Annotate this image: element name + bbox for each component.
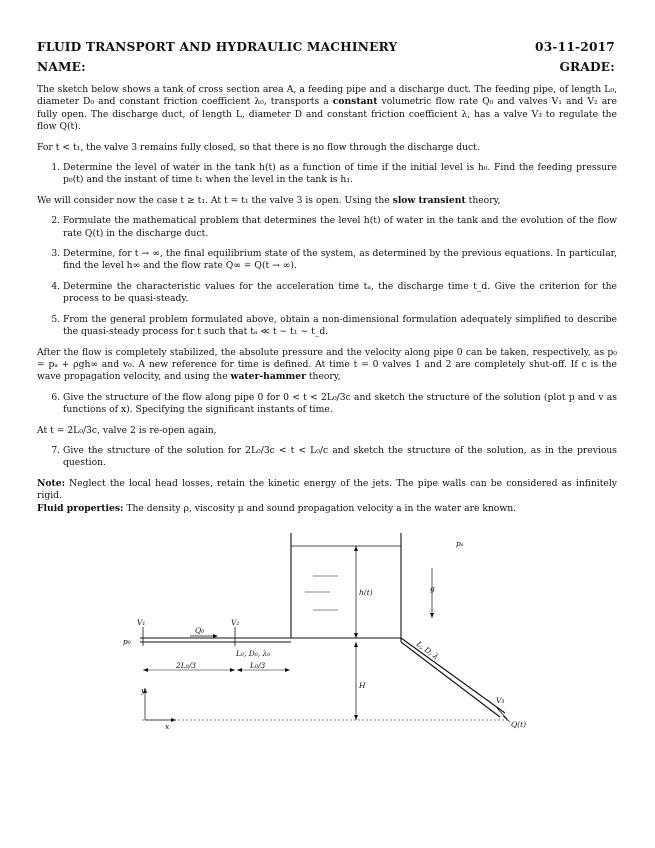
question-1: 1. Determine the level of water in the tank h(t) as a function of time if the initial level is h₀. Find the feeding pressure p₀(t) and the instant of time t₁ when the level in the tank is h₁. xyxy=(63,162,617,187)
label-pipe0: L₀, D₀, λ₀ xyxy=(236,649,271,658)
label-x: x xyxy=(165,722,170,731)
question-list-2 xyxy=(37,215,617,338)
question-2: 2. Formulate the mathematical problem that determines the level h(t) of water in the tank and the evolution of the flow rate Q(t) in the discharge duct. xyxy=(63,215,617,240)
label-V3: V₃ xyxy=(496,696,505,705)
exam-title: FLUID TRANSPORT AND HYDRAULIC MACHINERY xyxy=(37,40,398,54)
valve-v3 xyxy=(497,708,507,719)
question-6: 6. Give the structure of the flow along pipe 0 for 0 < t < 2L₀/3c and sketch the structure of the solution (plot p and v as functions of x). Specifying the significant instants of time. xyxy=(63,392,617,417)
header-row-2 xyxy=(37,60,615,74)
grade-label: GRADE: xyxy=(559,60,615,74)
duct-lower-wall xyxy=(401,642,500,717)
duct-upper-wall xyxy=(401,638,505,713)
label-h: h(t) xyxy=(359,588,373,597)
intro-condition: For t < t₁, the valve 3 remains fully closed, so that there is no flow through the discharge duct. xyxy=(37,141,480,153)
label-Q0: Q₀ xyxy=(195,626,205,635)
header-row-1 xyxy=(37,40,615,54)
valve-reopen-paragraph: At t = 2L₀/3c, valve 2 is re-open again, xyxy=(37,424,217,436)
question-3: 3. Determine, for t → ∞, the final equilibrium state of the system, as determined by the previous equations. In particular, find the level h∞ and the flow rate Q∞ = Q(t → ∞). xyxy=(63,248,617,273)
label-V2: V₂ xyxy=(231,618,240,627)
slow-transient-paragraph: We will consider now the case t ≥ t₁. At t = t₁ the valve 3 is open. Using the slow transient theory, xyxy=(37,194,501,206)
intro-paragraph: The sketch below shows a tank of cross section area A, a feeding pipe and a discharge duct. The feeding pipe, of length L₀, diameter D₀ and constant friction coefficient λ₀, transports a constant volumetric flow rate Q₀ and valves V₁ and V₂ are fully open. The discharge duct, of length L, diameter D and constant friction coefficient λ, has a valve V₃ to regulate the flow Q(t). xyxy=(37,84,617,133)
label-g: g xyxy=(430,584,435,593)
question-list-3 xyxy=(37,392,617,417)
label-L0-3: L₀/3 xyxy=(250,661,266,670)
question-7: 7. Give the structure of the solution for 2L₀/3c < t < L₀/c and sketch the structure of the solution, as in the previous question. xyxy=(63,445,617,470)
water-hammer-paragraph: After the flow is completely stabilized, the absolute pressure and the velocity along pipe 0 can be taken, respectively, as p₀ = pₐ + ρgh∞ and v₀. A new reference for time is defined. At time t = 0 valves 1 and 2 are completely shut-off. If c is the wave propagation velocity, and using the water-hammer theory, xyxy=(37,346,617,383)
label-duct: L, D, λ xyxy=(414,639,441,662)
label-p0: p₀ xyxy=(123,637,131,646)
question-list-1 xyxy=(37,162,617,187)
question-5: 5. From the general problem formulated above, obtain a non-dimensional formulation adequately simplified to describe the quasi-steady process for t such that tₐ ≪ t − t₁ ∼ t_d. xyxy=(63,314,617,339)
label-V1: V₁ xyxy=(137,618,146,627)
system-sketch xyxy=(0,520,655,740)
note-paragraph: Note: Neglect the local head losses, retain the kinetic energy of the jets. The pipe walls can be considered as infinitely rigid. xyxy=(37,477,617,502)
question-4: 4. Determine the characteristic values for the acceleration time tₐ, the discharge time t_d. Give the criterion for the process to be quasi-steady. xyxy=(63,281,617,306)
problem-statement xyxy=(37,84,617,523)
name-label: NAME: xyxy=(37,60,86,74)
fluid-properties-paragraph: Fluid properties: The density ρ, viscosity μ and sound propagation velocity a in the water are known. xyxy=(37,502,517,514)
label-2L0-3: 2L₀/3 xyxy=(176,661,197,670)
question-list-4 xyxy=(37,445,617,470)
label-H: H xyxy=(359,681,366,690)
label-pa: pₐ xyxy=(456,539,464,548)
label-Qt: Q(t) xyxy=(511,720,527,729)
label-y: y xyxy=(141,686,146,695)
exam-date: 03-11-2017 xyxy=(535,40,615,54)
